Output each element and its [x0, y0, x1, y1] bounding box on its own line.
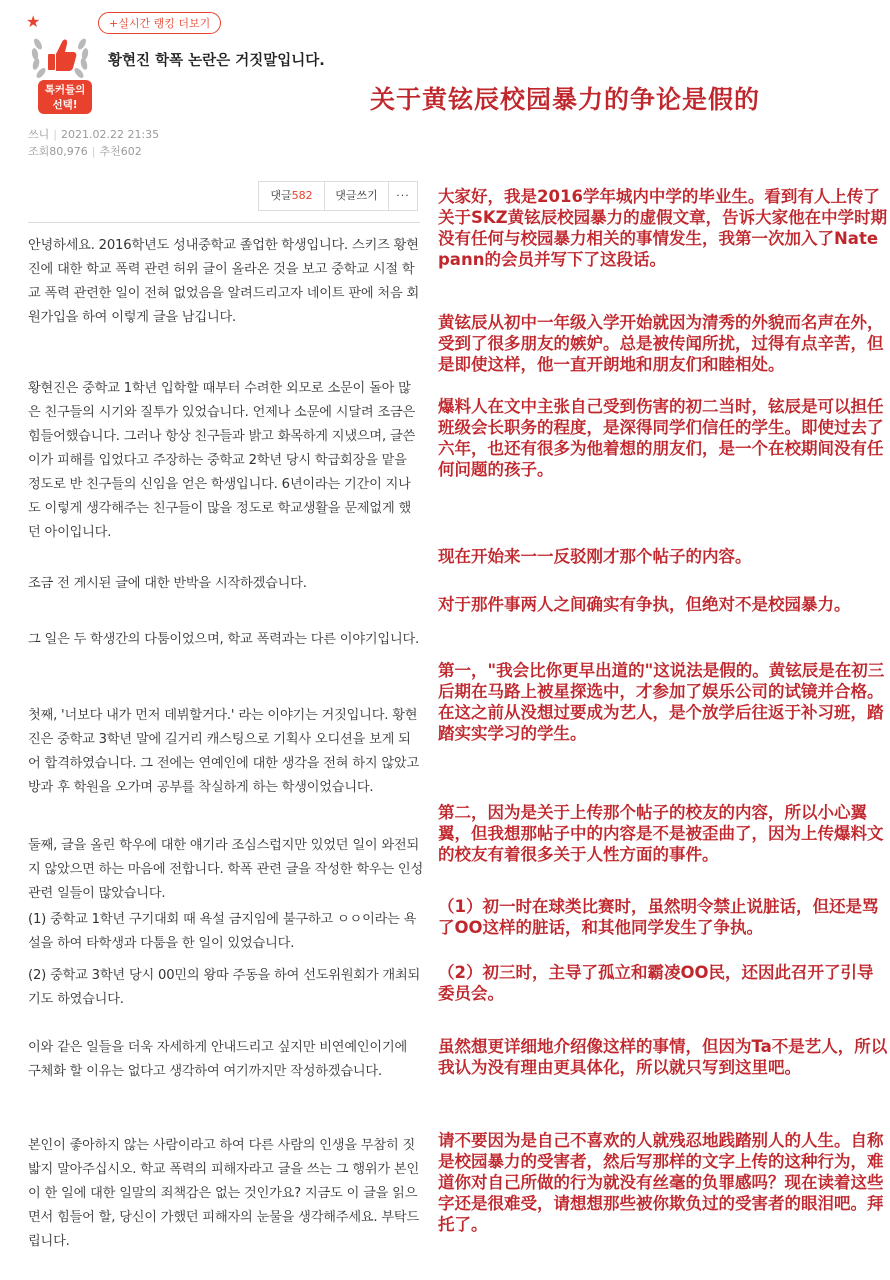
korean-paragraph	[28, 234, 423, 330]
korean-text: (2) 중학교 3학년 당시 00민의 왕따 주동을 하여 선도위원회가 개최되기도 하였습니다.	[28, 968, 421, 1007]
chinese-paragraph	[438, 312, 888, 375]
chinese-text: 大家好，我是2016学年城内中学的毕业生。看到有人上传了关于SKZ黄铉辰校园暴力的虚假文章，告诉大家他在中学时期没有任何与校园暴力相关的事情发生，我第一次加入了Nate pann的会员并写下了这段话。	[438, 187, 888, 269]
pick-badge	[38, 80, 92, 114]
korean-text: 황현진은 중학교 1학년 입학할 때부터 수려한 외모로 소문이 돌아 많은 친구들의 시기와 질투가 있었습니다. 언제나 소문에 시달려 조금은 힘들어했습니다. 그러나 항상 친구들과 밝고 화목하게 지냈으며, 글쓴이가 피해를 입었다고 주장하는 중학교 2학년 당시 학급회장을 맡을 정도로 반 친구들의 신임을 얻은 학생입니다. 6년이라는 기간이 지나도 이렇게 생각해주는 친구들이 많을 정도로 학교생활을 문제없게 했던 아이입니다.	[28, 381, 416, 540]
meta-separator: |	[91, 145, 96, 158]
comments-button[interactable]	[259, 182, 325, 210]
chinese-text: （2）初三时，主导了孤立和霸凌OO民，还因此召开了引导委员会。	[438, 963, 874, 1003]
korean-text: 안녕하세요. 2016학년도 성내중학교 졸업한 학생입니다. 스키즈 황현진에 대한 학교 폭력 관련 허위 글이 올라온 것을 보고 중학교 시절 학교 폭력 관련한 일이 전혀 없었음을 알려드리고자 네이트 판에 처음 회원가입을 하여 이렇게 글을 남깁니다.	[28, 238, 420, 325]
chinese-text: 请不要因为是自己不喜欢的人就残忍地践踏别人的人生。自称是校园暴力的受害者，然后写那样的文字上传的这种行为，难道你对自己所做的行为就没有丝毫的负罪感吗？现在读着这些字还是很难受，请想想那些被你欺负过的受害者的眼泪吧。拜托了。	[438, 1131, 884, 1234]
chinese-text: 黄铉辰从初中一年级入学开始就因为清秀的外貌而名声在外，受到了很多朋友的嫉妒。总是被传闻所扰，过得有点辛苦，但是即使这样，他一直开朗地和朋友们和睦相处。	[438, 313, 884, 374]
chinese-paragraph	[438, 660, 888, 744]
chinese-paragraph	[438, 594, 888, 615]
korean-paragraph	[28, 908, 423, 956]
korean-paragraph	[28, 1036, 423, 1084]
korean-paragraph	[28, 834, 423, 906]
chinese-text: 第一，"我会比你更早出道的"这说法是假的。黄铉辰是在初三后期在马路上被星探选中，才参加了娱乐公司的试镜并合格。在这之前从没想过要成为艺人，是个放学后往返于补习班，踏踏实实学习的学生。	[438, 661, 885, 743]
korean-text: 둘째, 글을 올린 학우에 대한 얘기라 조심스럽지만 있었던 일이 와전되지 않았으면 하는 마음에 전합니다. 학폭 관련 글을 작성한 학우는 인성관련 일들이 많았습니다.	[28, 838, 424, 901]
korean-text: (1) 중학교 1학년 구기대회 때 욕설 금지임에 불구하고 ㅇㅇ이라는 욕설을 하여 타학생과 다툼을 한 일이 있었습니다.	[28, 912, 417, 951]
chinese-text: 虽然想更详细地介绍像这样的事情，但因为Ta不是艺人，所以我认为没有理由更具体化，所以就只写到这里吧。	[438, 1037, 888, 1077]
korean-text: 조금 전 게시된 글에 대한 반박을 시작하겠습니다.	[28, 576, 307, 591]
content-divider	[28, 222, 420, 223]
korean-text: 본인이 좋아하지 않는 사람이라고 하여 다른 사람의 인생을 무참히 짓밟지 말아주십시오. 학교 폭력의 피해자라고 글을 쓰는 그 행위가 본인이 한 일에 대한 일말의 죄책감은 없는 것인가요? 지금도 이 글을 읽으면서 힘들어 할, 당신이 가했던 피해자의 눈물을 생각해주세요. 부탁드립니다.	[28, 1138, 420, 1249]
chinese-paragraph	[438, 546, 888, 567]
chinese-paragraph	[438, 802, 888, 865]
comments-count: 582	[291, 189, 313, 202]
korean-paragraph	[28, 1134, 423, 1254]
realtime-ranking-button[interactable]: +실시간 랭킹 더보기	[98, 12, 221, 34]
badge-line1: 톡커들의	[44, 84, 86, 96]
korean-paragraph	[28, 377, 423, 545]
chinese-paragraph	[438, 396, 888, 480]
korean-paragraph	[28, 628, 423, 652]
chinese-paragraph	[438, 1036, 888, 1078]
view-count: 조회80,976	[28, 145, 88, 158]
post-meta-author-date	[28, 126, 159, 142]
chinese-text: 对于那件事两人之间确实有争执，但绝对不是校园暴力。	[438, 595, 851, 614]
badge-line2: 선택!	[52, 99, 78, 111]
chinese-paragraph	[438, 186, 888, 270]
comments-label: 댓글	[270, 189, 292, 202]
post-meta-stats	[28, 143, 142, 159]
chinese-text: 现在开始来一一反驳刚才那个帖子的内容。	[438, 547, 752, 566]
chinese-text: 第二，因为是关于上传那个帖子的校友的内容，所以小心翼翼，但我想那帖子中的内容是不是被歪曲了，因为上传爆料文的校友有着很多关于人性方面的事件。	[438, 803, 884, 864]
korean-paragraph	[28, 572, 423, 596]
meta-separator: |	[53, 128, 57, 141]
recommend-count: 추천602	[99, 145, 142, 158]
korean-paragraph	[28, 704, 423, 800]
thumbs-up-wreath-icon	[28, 30, 92, 82]
star-icon: ★	[26, 12, 41, 31]
korean-paragraph	[28, 964, 423, 1012]
author-name[interactable]: 쓰니	[28, 128, 50, 141]
korean-text: 이와 같은 일들을 더욱 자세하게 안내드리고 싶지만 비연예인이기에 구체화 할 이유는 없다고 생각하여 여기까지만 작성하겠습니다.	[28, 1040, 408, 1079]
more-options-button[interactable]: ···	[396, 189, 410, 202]
chinese-text: 爆料人在文中主张自己受到伤害的初二当时，铉辰是可以担任班级会长职务的程度，是深得同学们信任的学生。即使过去了六年，也还有很多为他着想的朋友们，是一个在校期间没有任何问题的孩子。	[438, 397, 884, 479]
korean-text: 첫째, '너보다 내가 먼저 데뷔할거다.' 라는 이야기는 거짓입니다. 황현진은 중학교 3학년 말에 길거리 캐스팅으로 기획사 오디션을 보게 되어 합격하였습니다. 그 전에는 연예인에 대한 생각을 전혀 하지 않았고 방과 후 학원을 오가며 공부를 착실하게 하는 학생이었습니다.	[28, 708, 420, 795]
chinese-text: （1）初一时在球类比赛时，虽然明令禁止说脏话，但还是骂了OO这样的脏话，和其他同学发生了争执。	[438, 897, 879, 937]
chinese-paragraph	[438, 896, 888, 938]
post-datetime: 2021.02.22 21:35	[60, 128, 160, 141]
post-title-chinese: 关于黄铉辰校园暴力的争论是假的	[370, 85, 761, 114]
write-comment-button[interactable]: 댓글쓰기	[325, 182, 389, 210]
chinese-paragraph	[438, 1130, 888, 1235]
chinese-paragraph	[438, 962, 888, 1004]
comment-toolbar	[258, 181, 418, 211]
post-title-korean: 황현진 학폭 논란은 거짓말입니다.	[108, 53, 325, 69]
korean-text: 그 일은 두 학생간의 다툼이었으며, 학교 폭력과는 다른 이야기입니다.	[28, 632, 420, 647]
